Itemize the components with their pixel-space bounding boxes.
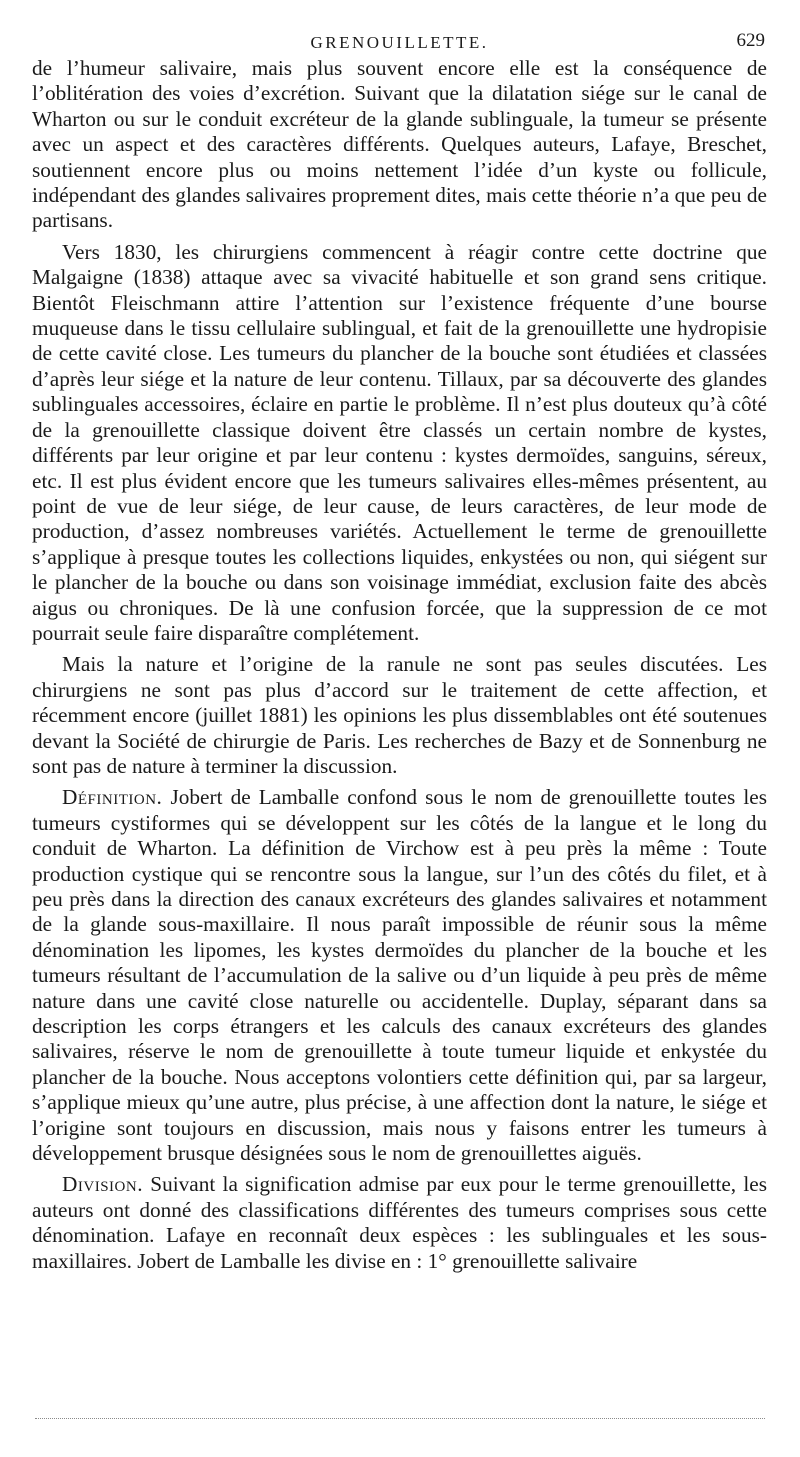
footer-rule — [35, 1418, 765, 1419]
section-heading-definition: Définition. — [62, 785, 163, 810]
paragraph-continuation — [32, 56, 767, 234]
book-page — [32, 30, 767, 1280]
paragraph-text: Jobert de Lamballe confond sous le nom de grenouillette toutes les tumeurs cystiformes qui se développent sur les côtés de la langue et le long du conduit de Wharton. La définition de Virchow est à peu près la même : Toute production cystique qui se rencontre sous la langue, sur l’un des côtés du filet, et à peu près dans la direction des canaux excréteurs des glandes salivaires et notamment de la glande sous-maxillaire. Il nous paraît impossible de réunir sous la même dénomination les lipomes, les kystes dermoïdes du plancher de la bouche et les tumeurs résultant de l’accumulation de la salive ou d’un liquide à peu près de même nature dans une cavité close naturelle ou accidentelle. Duplay, séparant dans sa description les corps étrangers et les calculs des canaux excréteurs des glandes salivaires, réserve le nom de grenouillette à toute tumeur liquide et enkystée du plancher de la bouche. Nous acceptons volontiers cette définition qui, par sa largeur, s’applique mieux qu’une autre, plus précise, à une affection dont la nature, le siége et l’origine sont toujours en discussion, mais nous y faisons entrer les tumeurs à développement brusque désignées sous le nom de grenouillettes aiguës. — [32, 785, 767, 1166]
running-head-title: GRENOUILLETTE. — [310, 33, 489, 52]
paragraph-division — [32, 1172, 767, 1274]
body-text — [32, 56, 767, 1274]
section-heading-division: Division. — [62, 1172, 144, 1197]
paragraph-text: Vers 1830, les chirurgiens commencent à réagir contre cette doctrine que Malgaigne (1838) attaque avec sa vivacité habituelle et son grand sens critique. Bientôt Fleischmann attire l’attention sur l’existence fréquente d’une bourse muqueuse dans le tissu cellulaire sublingual, et fait de la grenouillette une hydropisie de cette cavité close. Les tumeurs du plancher de la bouche sont étudiées et classées d’après leur siége et la nature de leur contenu. Tillaux, par sa découverte des glandes sublinguales accessoires, éclaire en partie le problème. Il n’est plus douteux qu’à côté de la grenouillette classique doivent être classés un certain nombre de kystes, différents par leur origine et par leur contenu : kystes dermoïdes, sanguins, séreux, etc. Il est plus évident encore que les tumeurs salivaires elles-mêmes présentent, au point de vue de leur siége, de leur cause, de leurs caractères, de leur mode de production, d’assez nombreuses variétés. Actuellement le terme de grenouillette s’applique à presque toutes les collections liquides, enkystées ou non, qui siégent sur le plancher de la bouche ou dans son voisinage immédiat, exclusion faite des abcès aigus ou chroniques. De là une confusion forcée, que la suppression de ce mot pourrait seule faire disparaître complétement. — [32, 239, 767, 645]
running-head — [32, 30, 767, 56]
paragraph-text: de l’humeur salivaire, mais plus souvent encore elle est la conséquence de l’oblitération des voies d’excrétion. Suivant que la dilatation siége sur le canal de Wharton ou sur le conduit excréteur de la glande sublinguale, la tumeur se présente avec un aspect et des caractères différents. Quelques auteurs, Lafaye, Breschet, soutiennent encore plus ou moins nettement l’idée d’un kyste ou follicule, indépendant des glandes salivaires proprement dites, mais cette théorie n’a que peu de partisans. — [32, 56, 767, 233]
paragraph-text: Suivant la signification admise par eux pour le terme grenouillette, les auteurs ont donné des classifications différentes des tumeurs comprises sous cette dénomination. Lafaye en reconnaît deux espèces : les sublinguales et les sous-maxillaires. Jobert de Lamballe les divise en : 1° grenouillette salivaire — [32, 1172, 767, 1273]
paragraph-history — [32, 240, 767, 647]
paragraph-treatment-debate — [32, 652, 767, 779]
page-number: 629 — [736, 30, 765, 51]
paragraph-text: Mais la nature et l’origine de la ranule ne sont pas seules discutées. Les chirurgiens ne sont pas plus d’accord sur le traitement de cette affection, et récemment encore (juillet 1881) les opinions les plus dissemblables ont été soutenues devant la Société de chirurgie de Paris. Les recherches de Bazy et de Sonnenburg ne sont pas de nature à terminer la discussion. — [32, 652, 767, 778]
paragraph-definition — [32, 785, 767, 1166]
